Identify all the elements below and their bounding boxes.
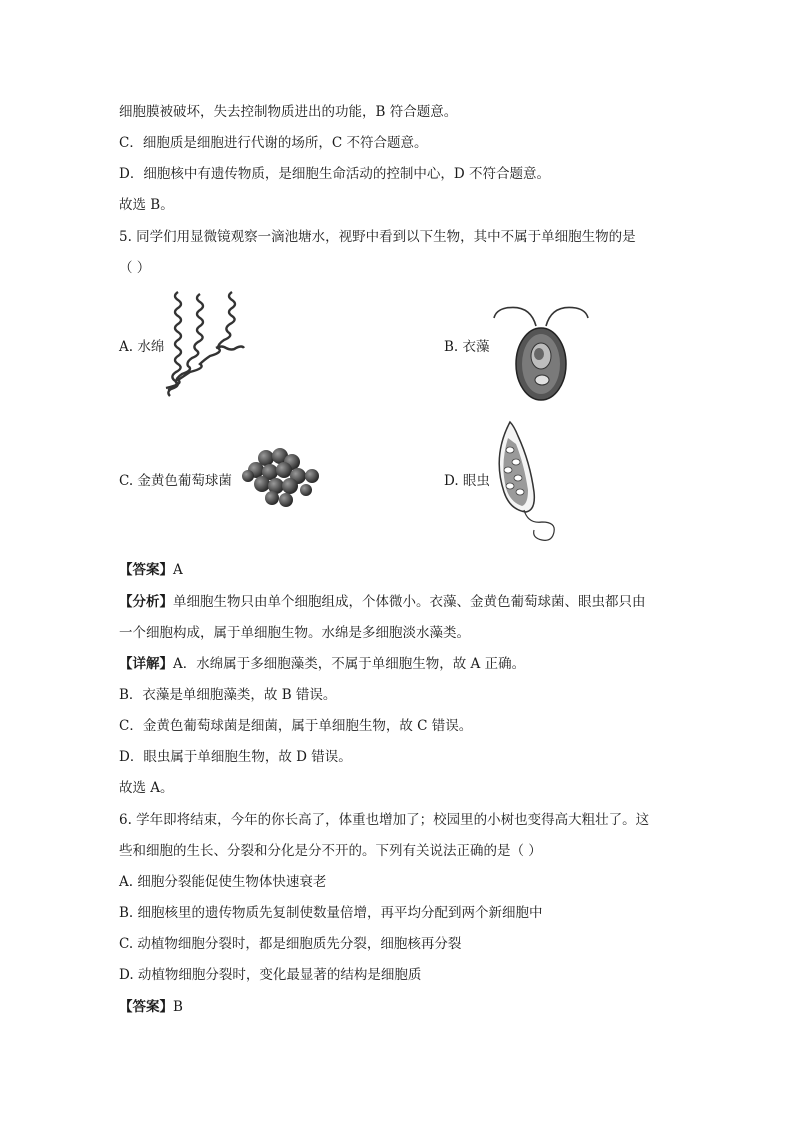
- answer-tag: 【答案】: [119, 999, 173, 1015]
- question-5-paren: （ ）: [119, 260, 151, 276]
- staphylococcus-illustration: [236, 446, 326, 510]
- chlamydomonas-illustration: [492, 296, 592, 406]
- text-line: 一个细胞构成，属于单细胞生物。水绵是多细胞淡水藻类。: [119, 625, 470, 641]
- text-line: D．细胞核中有遗传物质，是细胞生命活动的控制中心，D 不符合题意。: [119, 166, 550, 182]
- answer-tag: 【答案】: [119, 562, 173, 578]
- analysis-tag: 【分析】: [119, 594, 173, 610]
- detail-line: [119, 654, 525, 674]
- question-5-stem: 5. 同学们用显微镜观察一滴池塘水，视野中看到以下生物，其中不属于单细胞生物的是: [119, 229, 636, 245]
- option-a-label: A. 细胞分裂能促使生物体快速衰老: [119, 874, 327, 890]
- analysis-text: 单细胞生物只由单个细胞组成，个体微小。衣藻、金黄色葡萄球菌、眼虫都只由: [173, 594, 646, 610]
- text-line: D．眼虫属于单细胞生物，故 D 错误。: [119, 749, 352, 765]
- text-line: B．衣藻是单细胞藻类，故 B 错误。: [119, 687, 337, 703]
- text-line: 细胞膜被破坏，失去控制物质进出的功能，B 符合题意。: [119, 104, 458, 120]
- option-c-label: C. 金黄色葡萄球菌: [119, 473, 232, 489]
- text-line: 故选 B。: [119, 197, 174, 213]
- answer-value: B: [173, 999, 183, 1015]
- detail-tag: 【详解】: [119, 656, 173, 672]
- spirogyra-illustration: [160, 288, 250, 406]
- text-line: C．细胞质是细胞进行代谢的场所，C 不符合题意。: [119, 135, 428, 151]
- answer-line: [119, 560, 183, 580]
- option-a-label: A. 水绵: [119, 339, 165, 355]
- option-b-label: B. 衣藻: [444, 339, 490, 355]
- option-b-label: B. 细胞核里的遗传物质先复制使数量倍增，再平均分配到两个新细胞中: [119, 905, 543, 921]
- text-line: 故选 A。: [119, 780, 174, 796]
- option-d-label: D. 眼虫: [444, 473, 490, 489]
- euglena-illustration: [492, 418, 558, 544]
- answer-value: A: [173, 562, 183, 578]
- answer-line: [119, 997, 183, 1017]
- question-6-stem: 6. 学年即将结束，今年的你长高了，体重也增加了；校园里的小树也变得高大粗壮了。这: [119, 812, 650, 828]
- analysis-line: [119, 592, 646, 612]
- text-line: C．金黄色葡萄球菌是细菌，属于单细胞生物，故 C 错误。: [119, 718, 473, 734]
- option-d-label: D. 动植物细胞分裂时，变化最显著的结构是细胞质: [119, 967, 422, 983]
- option-c-label: C. 动植物细胞分裂时，都是细胞质先分裂，细胞核再分裂: [119, 936, 462, 952]
- detail-text: A．水绵属于多细胞藻类，不属于单细胞生物，故 A 正确。: [173, 656, 526, 672]
- question-6-stem: 些和细胞的生长、分裂和分化是分不开的。下列有关说法正确的是（ ）: [119, 843, 542, 859]
